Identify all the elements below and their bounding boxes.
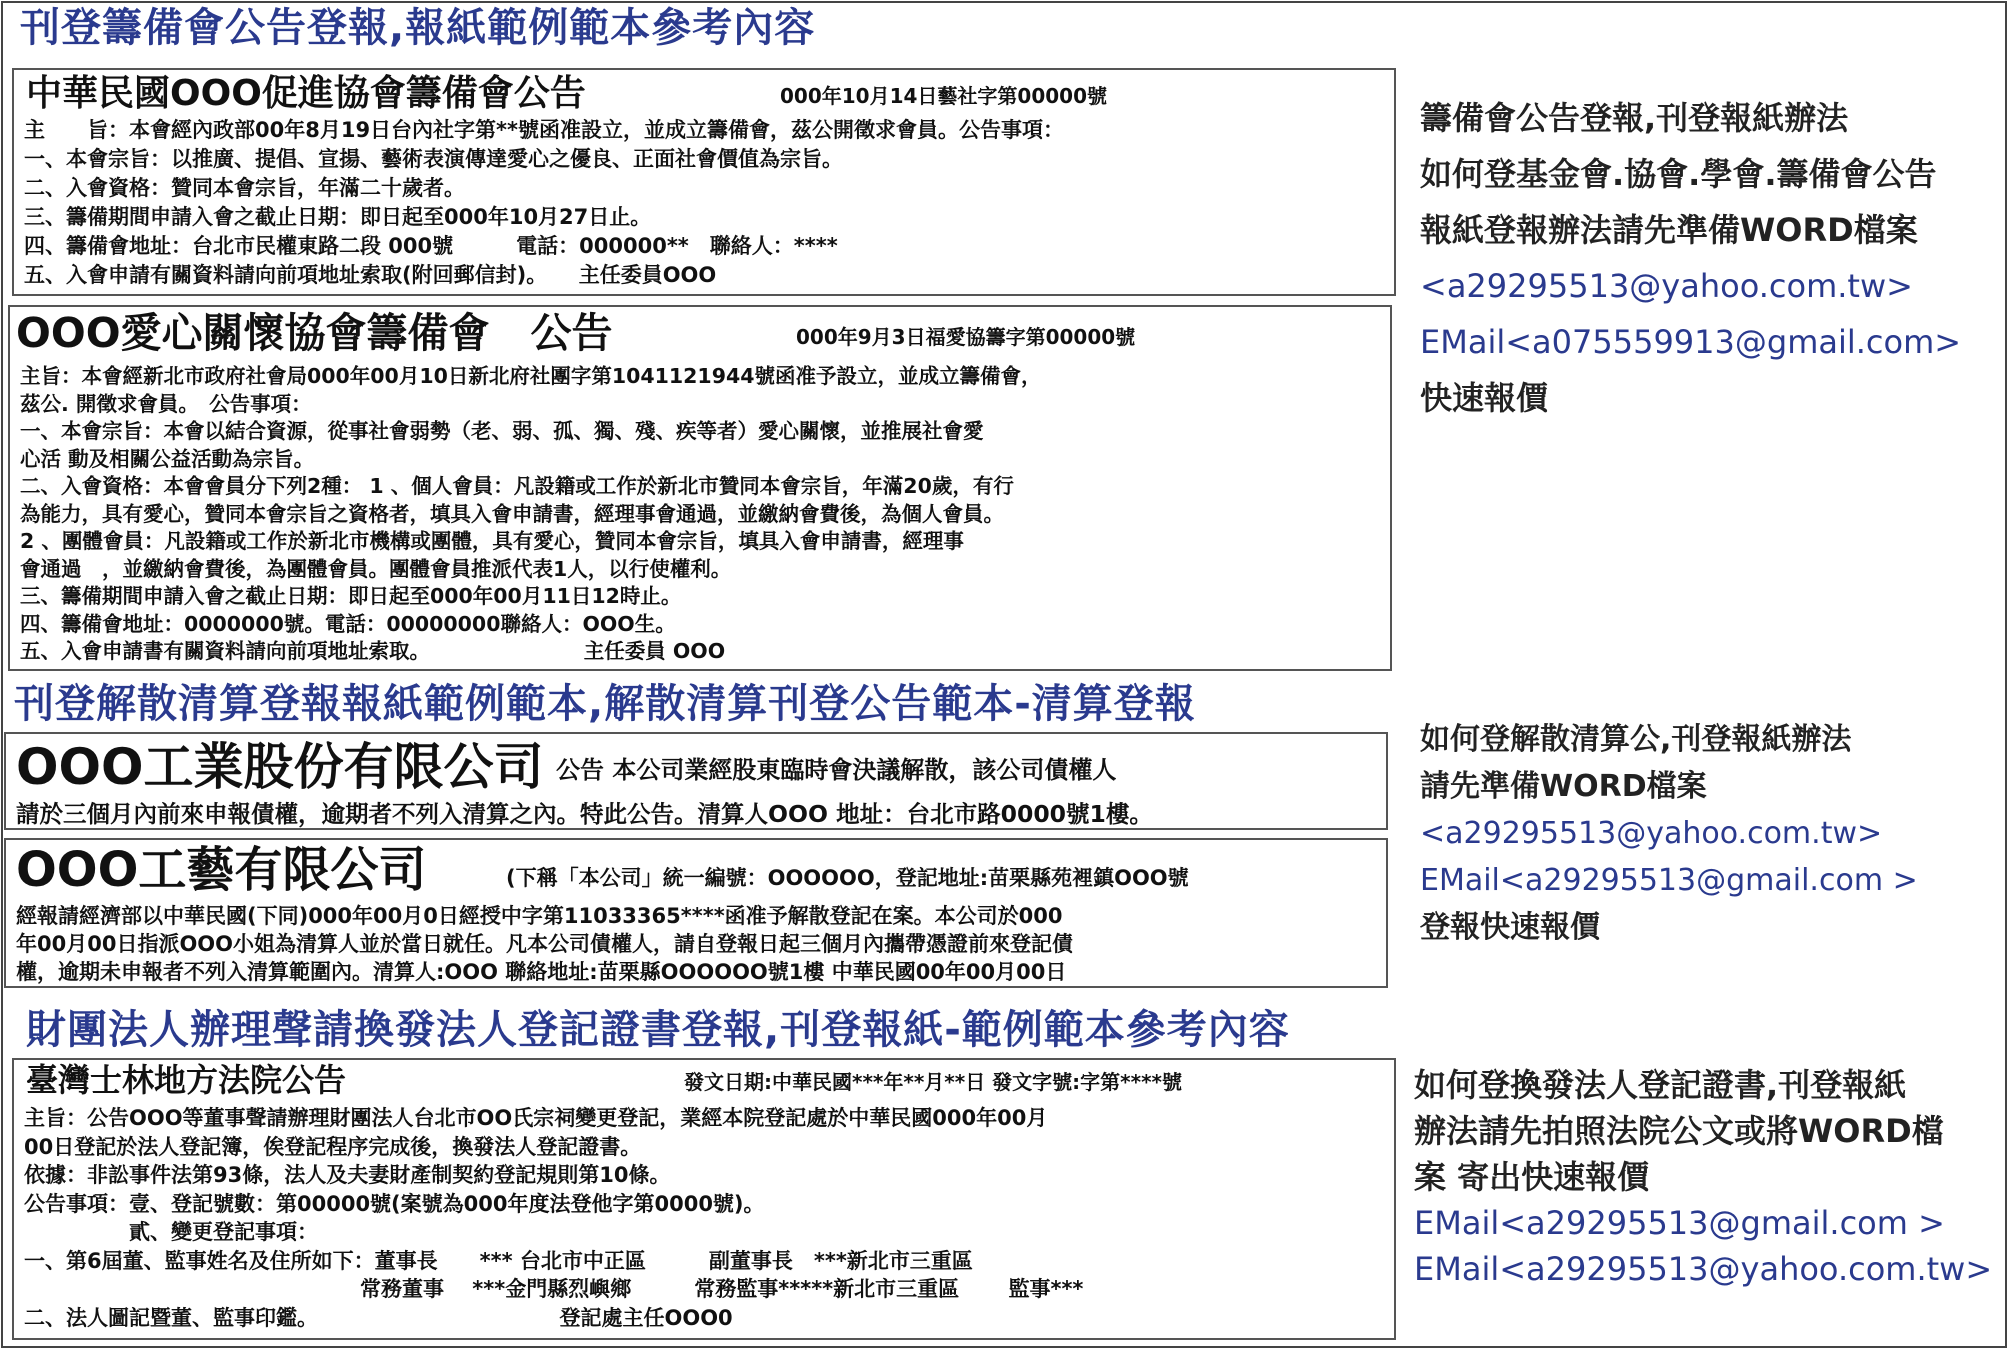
notice-industrial-company [4,732,1388,830]
contact-email: EMail<a29295513@gmail.com > [1414,1204,1945,1242]
notice-body [20,363,1384,666]
notice-issue-info: 發文日期:中華民國***年**月**日 發文字號:字第****號 [684,1070,1183,1094]
notice-line: 公告事項：壹、登記號數：第00000號(案號為000年度法登他字第0000號)。 [24,1191,765,1216]
instruction-line: 請先準備WORD檔案 [1420,769,1707,804]
notice-line: 二、入會資格：本會會員分下列2種： 1 、個人會員：凡設籍或工作於新北市贊同本會宗旨，年滿20歲，有行 [20,474,1014,498]
sidebar-preparatory-info [1420,90,1961,426]
instruction-line: 如何登換發法人登記證書,刊登報紙 [1414,1066,1907,1104]
notice-title: OOO愛心關懷協會籌備會 公告 [16,309,613,357]
notice-line: 權，逾期未申報者不列入清算範圍內。清算人:OOO 聯絡地址:苗栗縣OOOOOO號1樓 中華民國00年00月00日 [16,960,1067,984]
notice-line: 四、籌備會地址：台北市民權東路二段 000號 電話：000000** 聯絡人：**** [24,234,838,258]
instruction-line: 報紙登報辦法請先準備WORD檔案 [1420,211,1918,249]
contact-email: EMail<a075559913@gmail.com> [1420,323,1962,361]
notice-line: 主 旨：本會經內政部00年8月19日台內社字第**號函准設立，並成立籌備會，茲公開徵求會員。公告事項： [24,118,1065,142]
notice-line: 年00月00日指派OOO小姐為清算人並於當日就任。凡本公司債權人，請自登報日起三個月內攜帶憑證前來登記債 [16,932,1073,956]
section-heading-dissolution: 刊登解散清算登報報紙範例範本,解散清算刊登公告範本-清算登報 [14,681,1196,727]
notice-line: 一、本會宗旨：本會以結合資源，從事社會弱勢（老、弱、孤、獨、殘、疾等者）愛心關懷，並推展社會愛 [20,419,984,443]
notice-lead-text: (下稱「本公司」統一編號：OOOOOO，登記地址:苗栗縣苑裡鎮OOO號 [506,866,1189,890]
instruction-line: 如何登基金會.協會.學會.籌備會公告 [1420,155,1937,193]
section-heading-foundation: 財團法人辦理聲請換發法人登記證書登報,刊登報紙-範例範本參考內容 [26,1007,1290,1053]
notice-line: 經報請經濟部以中華民國(下同)000年00月0日經授中字第11033365****函准予解散登記在案。本公司於000 [16,904,1063,928]
notice-line: 四、籌備會地址：0000000號。電話：00000000聯絡人：OOO生。 [20,611,676,636]
notice-line: 為能力，具有愛心，贊同本會宗旨之資格者，填具入會申請書，經理事會通過，並繳納會費後，為個人會員。 [20,501,1004,526]
notice-title: OOO工藝有限公司 [16,842,427,898]
notice-line: 一、第6屆董、監事姓名及住所如下：董事長 *** 台北市中正區 副董事長 ***新北市三重區 [24,1248,973,1273]
notice-line: 五、入會申請書有關資料請向前項地址索取。 主任委員 OOO [20,639,726,663]
sidebar-dissolution-info [1420,716,1918,951]
contact-email: EMail<a29295513@gmail.com > [1420,863,1918,898]
notice-lead-text: 公告 本公司業經股東臨時會決議解散，該公司債權人 [556,756,1117,784]
notice-title: 臺灣士林地方法院公告 [26,1061,347,1099]
notice-reference-number: 000年9月3日福愛協籌字第00000號 [796,325,1136,349]
notice-line: 三、籌備期間申請入會之截止日期：即日起至000年00月11日12時止。 [20,584,682,608]
notice-body [24,1104,1388,1332]
instruction-line: 快速報價 [1420,379,1549,417]
instruction-line: 如何登解散清算公,刊登報紙辦法 [1420,722,1852,757]
notice-line: 茲公. 開徵求會員。 公告事項： [20,391,312,416]
notice-body [24,116,1388,290]
instruction-line: 辦法請先拍照法院公文或將WORD檔 [1414,1112,1944,1150]
notice-line: 請於三個月內前來申報債權，逾期者不列入清算之內。特此公告。清算人OOO 地址：台北市路0000號1樓。 [16,800,1153,828]
notice-line: 會通過 ，並繳納會費後，為團體會員。團體會員推派代表1人，以行使權利。 [20,556,732,581]
notice-line: 二、法人圖記暨董、監事印鑑。 登記處主任OOO0 [24,1305,733,1330]
notice-line: 一、本會宗旨：以推廣、提倡、宣揚、藝術表演傳達愛心之優良、正面社會價值為宗旨。 [24,147,843,171]
notice-line: 常務董事 ***金門縣烈嶼鄉 常務監事*****新北市三重區 監事*** [24,1277,1084,1301]
instruction-line: 籌備會公告登報,刊登報紙辦法 [1420,99,1849,137]
notice-line: 主旨：公告OOO等董事聲請辦理財團法人台北市OO氏宗祠變更登記，業經本院登記處於中華民國000年00月 [24,1106,1048,1130]
sidebar-foundation-info [1414,1062,1992,1292]
notice-craft-company [4,838,1388,988]
notice-title: OOO工業股份有限公司 [16,738,544,796]
notice-shilin-court [12,1058,1396,1340]
notice-promotion-association [12,68,1396,296]
notice-line: 2 、團體會員：凡設籍或工作於新北市機構或團體，具有愛心，贊同本會宗旨，填具入會申請書，經理事 [20,529,964,553]
notice-line: 主旨：本會經新北市政府社會局000年00月10日新北府社團字第1041121944號函准予設立，並成立籌備會， [20,364,1042,388]
notice-line: 00日登記於法人登記簿，俟登記程序完成後，換發法人登記證書。 [24,1134,642,1159]
instruction-line: 案 寄出快速報價 [1414,1158,1650,1196]
notice-line: 依據：非訟事件法第93條，法人及夫妻財產制契約登記規則第10條。 [24,1163,671,1187]
notice-line: 心活 動及相關公益活動為宗旨。 [20,446,315,471]
contact-email: EMail<a29295513@yahoo.com.tw> [1414,1250,1993,1288]
contact-email: <a29295513@yahoo.com.tw> [1420,816,1883,851]
notice-line: 三、籌備期間申請入會之截止日期：即日起至000年10月27日止。 [24,205,652,229]
notice-body [16,800,1380,828]
notice-reference-number: 000年10月14日藝社字第00000號 [780,84,1107,108]
notice-line: 二、入會資格：贊同本會宗旨，年滿二十歲者。 [24,176,465,200]
notice-body [16,902,1380,986]
notice-line: 五、入會申請有關資料請向前項地址索取(附回郵信封)。 主任委員OOO [24,263,717,287]
instruction-line: 登報快速報價 [1420,910,1600,945]
contact-email: <a29295513@yahoo.com.tw> [1420,267,1913,305]
notice-line: 貳、變更登記事項： [24,1220,318,1244]
notice-love-care-association [8,305,1392,671]
notice-title: 中華民國OOO促進協會籌備會公告 [26,73,586,114]
section-heading-preparatory: 刊登籌備會公告登報,報紙範例範本參考內容 [20,5,816,51]
